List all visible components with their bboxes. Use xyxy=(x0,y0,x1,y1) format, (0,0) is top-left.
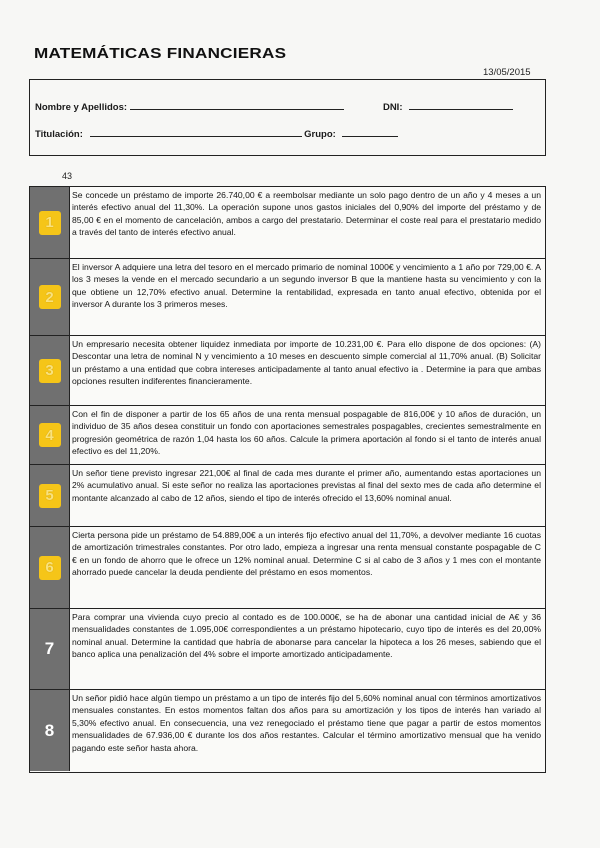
titulacion-row xyxy=(35,127,398,140)
question-row xyxy=(30,187,545,259)
question-number-cell xyxy=(30,465,70,526)
question-row xyxy=(30,465,545,527)
titulacion-field[interactable] xyxy=(90,127,302,137)
question-number: 8 xyxy=(44,720,55,740)
question-number-cell xyxy=(30,187,70,258)
question-row xyxy=(30,259,545,336)
question-number-cell xyxy=(30,259,70,335)
question-number: 5 xyxy=(39,484,61,508)
titulacion-label: Titulación: xyxy=(35,129,83,140)
question-text: Un señor pidió hace algún tiempo un préstamo a un tipo de interés fijo del 5,60% nominal anual con términos amortizativos mensuales constantes. En estos momentos faltan dos años para su amortización y los tipos de interés han variado al 5,30% efectivo anual. En consecuencia, una vez renegociado el préstamo tiene que pagar a partir de estos momentos mensualidades de 67.936,00 € durante los dos años restantes. Calcular el término amortizativo mensual que ha venido pagando este señor hasta ahora. xyxy=(72,693,541,753)
student-info-box xyxy=(29,79,546,156)
question-row xyxy=(30,336,545,406)
question-row xyxy=(30,690,545,771)
question-text: Un empresario necesita obtener liquidez inmediata por importe de 10.231,00 €. Para ello dispone de dos opciones: (A) Descontar una letra de nominal N y vencimiento a 10 meses en descuento simple comercial al 11,70% anual. (B) Solicitar un préstamo a una entidad que cobra intereses anticipadamente al tanto anual efectivo ia . Determine ia para que ambas opciones resulten indiferentes financieramente. xyxy=(72,339,541,387)
dni-label: DNI: xyxy=(382,102,403,113)
question-number-cell xyxy=(30,406,70,464)
question-text: Cierta persona pide un préstamo de 54.889,00€ a un interés fijo efectivo anual del 11,70%, a devolver mediante 16 cuotas de amortización trimestrales constantes. Por otro lado, empieza a ingresar una renta mensual constante pospagable de C € en un fondo de ahorro que le ofrece un 12% nominal anual. Determine C si al cabo de 3 años y 1 mes con el montante ahorrado puede cancelar la deuda pendiente del préstamo en esos momentos. xyxy=(72,530,541,578)
question-number: 2 xyxy=(39,285,61,309)
question-number-cell xyxy=(30,336,70,405)
grupo-field[interactable] xyxy=(342,127,398,137)
question-text: Para comprar una vivienda cuyo precio al contado es de 100.000€, se ha de abonar una cantidad inicial de A€ y 36 mensualidades constantes de 1.095,00€ correspondientes a un préstamo hipotecario, cuyo tipo de interés es del 20,00% nominal anual. Determine la cantidad que habría de abonarse para cancelar la hipoteca a los 26 meses, sabiendo que el banco aplica una penalización del 4% sobre el importe amortizado anticipadamente. xyxy=(72,612,541,660)
question-row xyxy=(30,609,545,690)
page-title: MATEMÁTICAS FINANCIERAS xyxy=(34,46,287,62)
name-row xyxy=(35,100,513,113)
question-text: El inversor A adquiere una letra del tesoro en el mercado primario de nominal 1000€ y vencimiento a 1 año por 729,00 €. A los 3 meses la vende en el mercado secundario a un segundo inversor B que la mantiene hasta su vencimiento y con la que obtiene un 12,70% efectivo anual. Determine la rentabilidad, expresada en tanto anual efectivo, obtenida por el inversor A durante los 3 primeros meses. xyxy=(72,262,541,310)
question-number-cell xyxy=(30,609,70,689)
question-number-cell xyxy=(30,690,70,771)
dni-field[interactable] xyxy=(409,100,513,110)
question-number-cell xyxy=(30,527,70,608)
question-row xyxy=(30,406,545,465)
question-number: 6 xyxy=(39,556,61,580)
question-number: 7 xyxy=(44,639,55,658)
exam-date: 13/05/2015 xyxy=(483,67,531,78)
question-number: 4 xyxy=(39,423,61,447)
grupo-label: Grupo: xyxy=(304,129,336,140)
question-text: Se concede un préstamo de importe 26.740,00 € a reembolsar mediante un solo pago dentro de un año y 4 meses a un interés efectivo anual del 11,30%. La operación supone unos gastos iniciales del 0,90% del importe del préstamo y de 85,00 € en el momento de cancelación, ambos a cargo del prestatario. Determinar el coste real para el prestatario medido a través del tanto de interés efectivo anual. xyxy=(72,190,541,238)
question-text: Con el fin de disponer a partir de los 65 años de una renta mensual pospagable de 816,00€ y 10 años de duración, un individuo de 35 años desea constituir un fondo con aportaciones semestrales pospagables, crecientes semestralmente en progresión geométrica de razón 1,04 hasta los 60 años. Calcule la primera aportación al fondo si el tanto de interés anual efectivo es del 11,20%. xyxy=(72,409,541,457)
question-number: 3 xyxy=(39,359,61,383)
questions-table xyxy=(29,186,546,773)
nombre-label: Nombre y Apellidos: xyxy=(35,102,128,113)
score-note: 43 xyxy=(62,171,73,181)
question-number: 1 xyxy=(39,211,61,235)
question-row xyxy=(30,527,545,609)
nombre-field[interactable] xyxy=(130,100,344,110)
question-text: Un señor tiene previsto ingresar 221,00€ al final de cada mes durante el primer año, aumentando estas aportaciones un 2% acumulativo anual. Si este señor no realiza las aportaciones previstas al final del sexto mes de cada año determine el montante alcanzado al cabo de 12 años, siendo el tipo de interés ofrecido el 13,60% nominal anual. xyxy=(72,468,541,503)
